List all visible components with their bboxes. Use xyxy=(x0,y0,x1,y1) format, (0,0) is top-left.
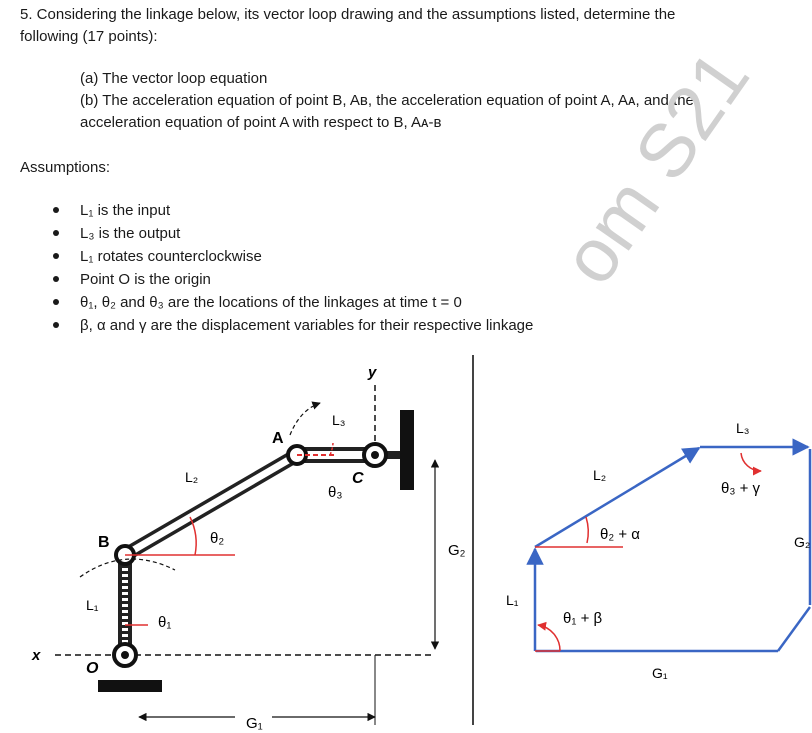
label-theta3: θ₃ xyxy=(328,484,343,501)
question-intro-line1: 5. Considering the linkage below, its vector loop drawing and the assumptions listed, determine the xyxy=(20,6,676,23)
theta1-beta-label: θ₁ + β xyxy=(563,610,603,627)
ground-base xyxy=(98,680,162,692)
label-l3: L₃ xyxy=(332,412,346,428)
assumptions-heading: Assumptions: xyxy=(20,159,111,176)
question-part-a: (a) The vector loop equation xyxy=(80,70,268,87)
wall-c xyxy=(400,410,414,490)
bullet-icon xyxy=(53,276,59,282)
assumption-item: L₁ rotates counterclockwise xyxy=(50,245,533,268)
label-l2: L₂ xyxy=(185,469,199,485)
theta2-alpha-label: θ₂ + α xyxy=(600,526,640,543)
label-theta1: θ₁ xyxy=(158,614,172,631)
label-l1: L₁ xyxy=(86,597,99,613)
figure-divider xyxy=(472,355,474,725)
vector-g1 xyxy=(778,607,810,651)
linkage-figure xyxy=(0,355,480,733)
vector-loop-figure xyxy=(478,355,812,733)
label-g2: G₂ xyxy=(448,542,466,559)
point-b-label: B xyxy=(98,534,110,551)
label-g1: G₁ xyxy=(246,715,263,732)
label-theta2: θ₂ xyxy=(210,530,225,547)
assumption-item: L₁ is the input xyxy=(50,199,533,222)
theta3-gamma-label: θ₃ + γ xyxy=(721,480,761,497)
assumption-item: Point O is the origin xyxy=(50,268,533,291)
assumptions-list xyxy=(50,199,533,337)
vector-g2-label: G₂ xyxy=(794,534,811,550)
bullet-icon xyxy=(53,207,59,213)
theta3-gamma-arc xyxy=(741,453,761,471)
y-axis-label: y xyxy=(368,364,377,381)
bullet-icon xyxy=(53,253,59,259)
assumption-item: L₃ is the output xyxy=(50,222,533,245)
bullet-icon xyxy=(53,322,59,328)
bullet-icon xyxy=(53,299,59,305)
assumption-item: β, α and γ are the displacement variables for their respective linkage xyxy=(50,314,533,337)
vector-l1-label: L₁ xyxy=(506,592,519,608)
question-part-b-line1: (b) The acceleration equation of point B, Aʙ, the acceleration equation of point A, Aᴀ, and the xyxy=(80,92,694,109)
theta2-alpha-arc xyxy=(586,517,588,543)
assumption-item: θ₁, θ₂ and θ₃ are the locations of the linkages at time t = 0 xyxy=(50,291,533,314)
vector-g1-label: G₁ xyxy=(652,665,668,681)
l3-rotation-arc xyxy=(290,403,320,435)
vector-l3-label: L₃ xyxy=(736,420,750,436)
point-o-label: O xyxy=(86,660,99,677)
x-axis-label: x xyxy=(32,647,41,664)
point-c-label: C xyxy=(352,470,364,487)
watermark-text: om S21 xyxy=(545,36,766,300)
theta1-beta-arc xyxy=(538,625,560,651)
question-intro-line2: following (17 points): xyxy=(20,28,158,45)
point-a-label: A xyxy=(272,430,284,447)
bullet-icon xyxy=(53,230,59,236)
question-part-b-line2: acceleration equation of point A with respect to B, Aᴀ-ʙ xyxy=(80,114,442,131)
vector-l2-label: L₂ xyxy=(593,467,607,483)
